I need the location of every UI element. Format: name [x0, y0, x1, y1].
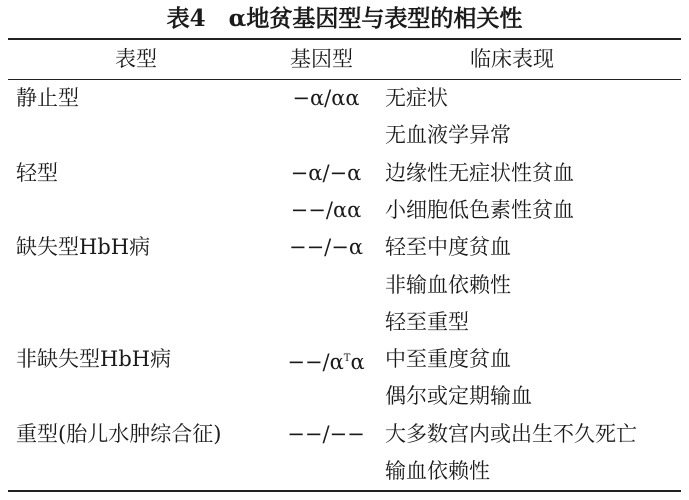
genotype-superscript: T: [343, 353, 351, 365]
genotype-cell: −−/−α: [288, 235, 364, 260]
table-row: [0, 344, 689, 381]
table-row: [0, 158, 689, 195]
clinical-cell: 偶尔或定期输血: [385, 384, 532, 409]
table-row: [0, 381, 689, 418]
table-row: [0, 232, 689, 269]
genotype-cell: −−/−−: [287, 421, 365, 446]
phenotype-cell: 静止型: [16, 86, 79, 110]
table-row: [0, 120, 689, 157]
header-phenotype: 表型: [115, 47, 157, 71]
genotype-cell: $--/\alpha^T\alpha$: [287, 350, 365, 375]
clinical-cell: 轻至中度贫血: [385, 235, 511, 260]
table-row: [0, 195, 689, 232]
clinical-cell: 输血依赖性: [385, 459, 490, 483]
clinical-cell: 无症状: [385, 86, 448, 110]
clinical-cell: 大多数宫内或出生不久死亡: [385, 421, 637, 446]
clinical-cell: 边缘性无症状性贫血: [385, 160, 574, 185]
header-clinical: 临床表现: [470, 47, 554, 71]
table-row: [0, 83, 689, 120]
clinical-cell: 无血液学异常: [385, 123, 511, 148]
phenotype-cell: 重型(胎儿水肿综合征): [16, 421, 222, 446]
phenotype-cell: 缺失型HbH病: [16, 235, 151, 260]
top-rule: [8, 38, 681, 40]
clinical-cell: 中至重度贫血: [385, 347, 511, 372]
table-row: [0, 270, 689, 307]
header-genotype: 基因型: [290, 47, 353, 71]
bottom-rule: [8, 490, 681, 492]
header-rule: [8, 79, 681, 80]
genotype-cell: −α/αα: [292, 86, 360, 110]
genotype-cell: −−/αα: [290, 197, 362, 222]
clinical-cell: 非输血依赖性: [385, 272, 511, 297]
table-row: [0, 307, 689, 344]
genotype-cell: −α/−α: [290, 160, 362, 185]
phenotype-cell: 轻型: [16, 160, 58, 185]
table-title: 表4 α地贫基因型与表型的相关性: [166, 5, 523, 32]
table-row: [0, 419, 689, 456]
table-row: [0, 456, 689, 493]
clinical-cell: 小细胞低色素性贫血: [385, 197, 574, 222]
clinical-cell: 轻至重型: [385, 309, 469, 334]
phenotype-cell: 非缺失型HbH病: [16, 347, 172, 372]
